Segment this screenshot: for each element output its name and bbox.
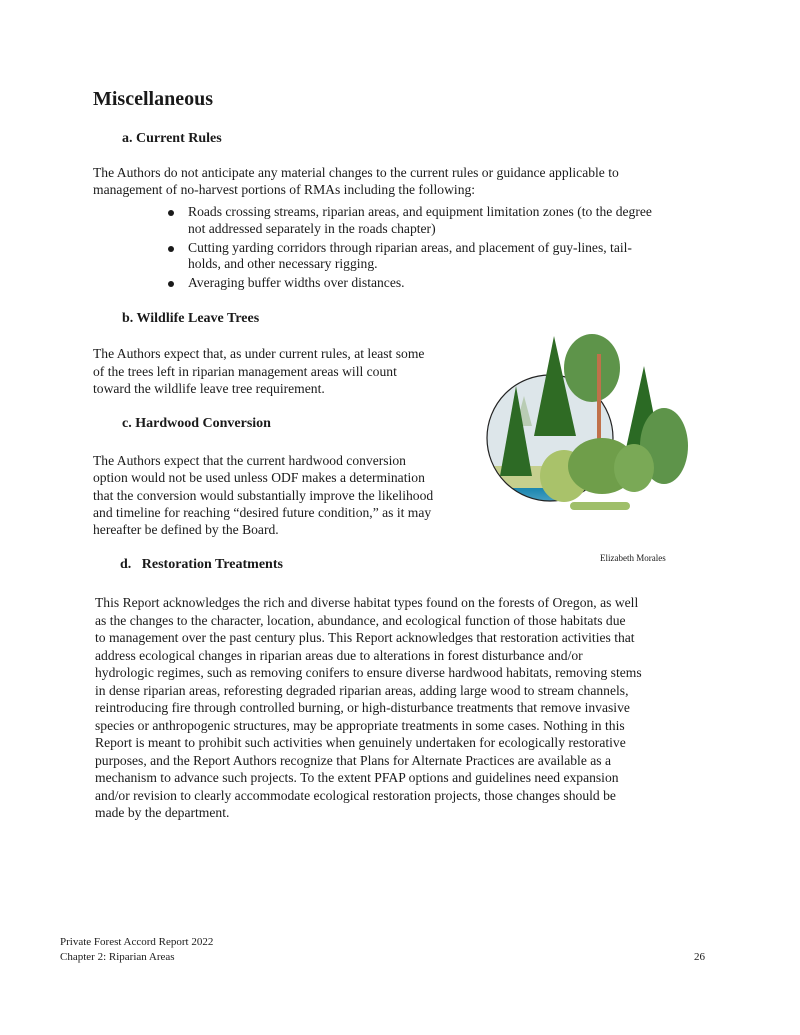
- heading-current-rules: a. Current Rules: [122, 131, 222, 146]
- list-item-line: Roads crossing streams, riparian areas, and equipment limitation zones (to the degree: [188, 204, 652, 219]
- footer-chapter: Chapter 2: Riparian Areas: [60, 951, 175, 963]
- text-line: in dense riparian areas, reforesting degraded riparian areas, adding large wood to stream channels,: [95, 682, 629, 698]
- text-line: that the conversion would substantially improve the likelihood: [93, 487, 434, 503]
- list-item-line: Cutting yarding corridors through riparian areas, and placement of guy-lines, tail-: [188, 239, 632, 255]
- bullet-icon: [168, 246, 174, 252]
- text-line: toward the wildlife leave tree requirement.: [93, 381, 325, 396]
- text-line: hereafter be defined by the Board.: [93, 522, 279, 538]
- list-item-line: not addressed separately in the roads chapter): [188, 220, 436, 236]
- text-line: Report is meant to prohibit such activities when genuinely undertaken for ecologically restorative: [95, 735, 626, 750]
- text-line: of the trees left in riparian management areas will count: [93, 363, 397, 379]
- heading-restoration-treatments: d. Restoration Treatments: [120, 557, 283, 572]
- text-line: purposes, and the Report Authors recognize that Plans for Alternate Practices are available as a: [95, 752, 612, 768]
- section-title: Miscellaneous: [93, 88, 213, 110]
- forest-illustration: [484, 326, 720, 546]
- text-line: and/or revision to clearly accommodate ecological restoration projects, those changes should be: [95, 787, 616, 803]
- text-line: The Authors do not anticipate any material changes to the current rules or guidance applicable to: [93, 165, 619, 180]
- illustration-caption: Elizabeth Morales: [600, 553, 666, 563]
- text-line: option would not be used unless ODF makes a determination: [93, 470, 425, 486]
- text-line: This Report acknowledges the rich and diverse habitat types found on the forests of Oregon, as well: [95, 595, 639, 610]
- list-item-line: Averaging buffer widths over distances.: [188, 275, 405, 290]
- text-line: reintroducing fire through controlled burning, or high-disturbance treatments that remove invasive: [95, 700, 630, 715]
- text-line: as the changes to the character, location, abundance, and ecological function of those habitats due: [95, 612, 626, 628]
- text-line: address ecological changes in riparian areas due to alterations in forest disturbance and/or: [95, 647, 583, 663]
- footer-report-title: Private Forest Accord Report 2022: [60, 936, 214, 948]
- text-line: hydrologic regimes, such as removing conifers to ensure diverse hardwood habitats, removing stems: [95, 665, 642, 680]
- heading-wildlife-leave-trees: b. Wildlife Leave Trees: [122, 311, 260, 326]
- text-line: The Authors expect that, as under current rules, at least some: [93, 346, 425, 361]
- text-line: species or anthropogenic structures, may be appropriate treatments in some cases. Nothing in this: [95, 717, 625, 733]
- text-line: made by the department.: [95, 805, 230, 820]
- list-item-line: holds, and other necessary rigging.: [188, 256, 378, 271]
- bullet-icon: [168, 210, 174, 216]
- text-line: mechanism to advance such projects. To the extent PFAP options and guidelines need expansion: [95, 770, 619, 785]
- bullet-icon: [168, 281, 174, 287]
- text-line: to management over the past century plus. This Report acknowledges that restoration activities that: [95, 630, 635, 645]
- page-number: 26: [694, 951, 705, 963]
- text-line: and timeline for reaching “desired future condition,” as it may: [93, 504, 432, 520]
- text-line: The Authors expect that the current hardwood conversion: [93, 453, 406, 468]
- text-line: management of no-harvest portions of RMAs including the following:: [93, 181, 476, 197]
- heading-hardwood-conversion: c. Hardwood Conversion: [122, 416, 271, 431]
